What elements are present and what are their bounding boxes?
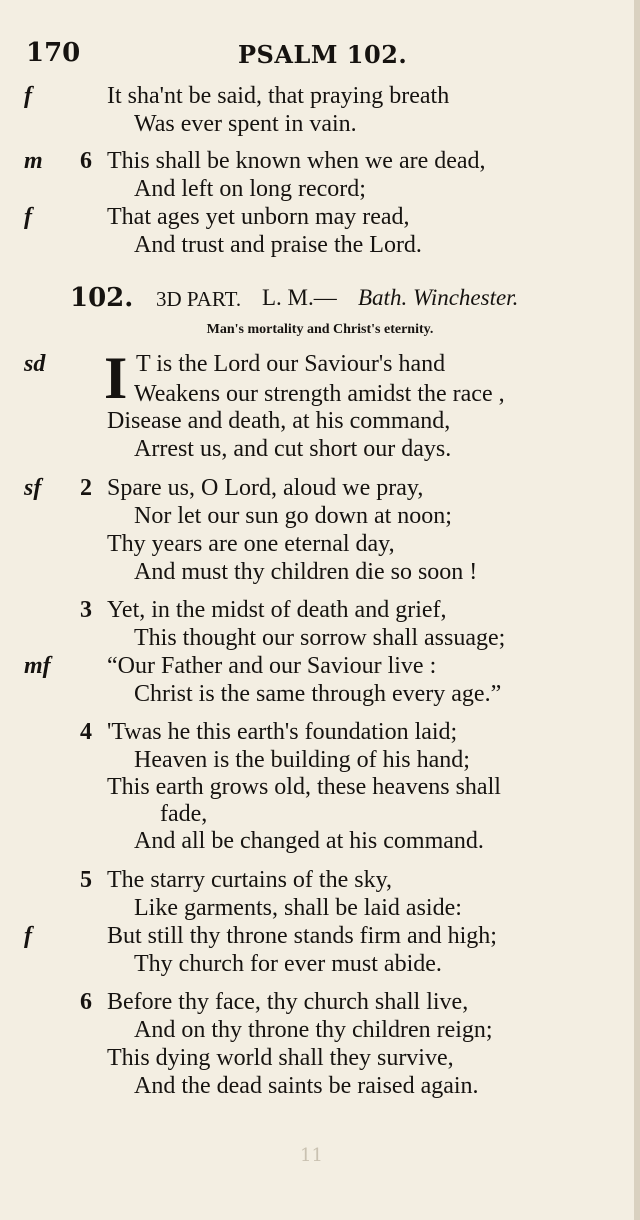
verse-text: The starry curtains of the sky,	[107, 867, 393, 893]
top-line	[0, 110, 640, 138]
verse-line	[0, 894, 640, 922]
verse-text: Disease and death, at his command,	[107, 408, 451, 434]
verse-text: This dying world shall they survive,	[107, 1045, 454, 1071]
verse-line	[0, 988, 640, 1016]
verse-text: Thy church for ever must abide.	[134, 951, 442, 977]
verse-text: Spare us, O Lord, aloud we pray,	[107, 475, 424, 501]
verse-line	[0, 718, 640, 746]
hymn-subtitle: Man's mortality and Christ's eternity.	[206, 322, 434, 337]
top-line	[0, 147, 640, 175]
verse-text: That ages yet unborn may read,	[107, 204, 410, 230]
verse-text: This thought our sorrow shall assuage;	[134, 625, 506, 651]
verse-text: And all be changed at his command.	[134, 828, 484, 854]
verse-line	[0, 680, 640, 708]
verse-line	[0, 1044, 640, 1072]
hymn-part: 3D PART.	[156, 287, 242, 311]
page-header	[0, 38, 640, 74]
verse-line	[0, 866, 640, 894]
verse-text: And left on long record;	[134, 176, 366, 202]
top-line	[0, 231, 640, 259]
verse-line	[0, 435, 640, 463]
top-line	[0, 203, 640, 231]
verse-text: It sha'nt be said, that praying breath	[107, 83, 450, 109]
verse-text: T is the Lord our Saviour's hand	[136, 351, 446, 377]
verse-text: And the dead saints be raised again.	[134, 1073, 479, 1099]
verse-number: 6	[80, 148, 92, 174]
dynamic-marking: mf	[24, 653, 51, 679]
verse-line	[0, 350, 640, 378]
verse-text: “Our Father and our Saviour live :	[107, 653, 437, 679]
dynamic-marking: f	[24, 204, 32, 230]
dynamic-marking: f	[24, 923, 32, 949]
verse-line	[0, 530, 640, 558]
verse-text: Yet, in the midst of death and grief,	[107, 597, 447, 623]
dynamic-marking: sd	[24, 351, 46, 377]
page-number: 170	[26, 38, 81, 68]
verse-text: And trust and praise the Lord.	[134, 232, 422, 258]
verse-line	[0, 950, 640, 978]
verse-text: This shall be known when we are dead,	[107, 148, 486, 174]
dynamic-marking: sf	[24, 475, 42, 501]
verse-number: 2	[80, 475, 92, 501]
verse-number: 6	[80, 989, 92, 1015]
hymn-number: 102.	[70, 283, 134, 313]
verse-line	[0, 502, 640, 530]
verse-line	[0, 1016, 640, 1044]
verse-line	[0, 800, 640, 828]
verse-text: Like garments, shall be laid aside:	[134, 895, 462, 921]
verse-text: Was ever spent in vain.	[134, 111, 357, 137]
hymn-title	[0, 283, 640, 315]
dynamic-marking: m	[24, 148, 43, 174]
verse-text: Weakens our strength amidst the race ,	[134, 381, 505, 407]
hymn-meter: L. M.—	[262, 285, 337, 310]
verse-text: But still thy throne stands firm and high;	[107, 923, 497, 949]
verse-text: Before thy face, thy church shall live,	[107, 989, 469, 1015]
top-line	[0, 175, 640, 203]
verse-text: And must thy children die so soon !	[134, 559, 478, 585]
verse-line	[0, 773, 640, 801]
verse-line	[0, 407, 640, 435]
verse-text: This earth grows old, these heavens shall	[107, 774, 501, 800]
verse-text: Thy years are one eternal day,	[107, 531, 395, 557]
verse-text: 'Twas he this earth's foundation laid;	[107, 719, 458, 745]
verse-number: 4	[80, 719, 92, 745]
footer-signature: 11	[300, 1145, 323, 1166]
verse-line	[0, 558, 640, 586]
verse-number: 3	[80, 597, 92, 623]
verse-line	[0, 596, 640, 624]
hymn-tunes: Bath. Winchester.	[358, 285, 519, 310]
verse-line	[0, 922, 640, 950]
verse-text: Arrest us, and cut short our days.	[134, 436, 452, 462]
verse-text: fade,	[160, 801, 208, 827]
top-line	[0, 82, 640, 110]
verse-line	[0, 1072, 640, 1100]
drop-cap: I	[104, 345, 128, 411]
verse-text: Christ is the same through every age.”	[134, 681, 502, 707]
verse-line	[0, 827, 640, 855]
verse-line	[0, 474, 640, 502]
running-title: PSALM 102.	[238, 40, 408, 69]
dynamic-marking: f	[24, 83, 32, 109]
verse-line	[0, 652, 640, 680]
verse-text: And on thy throne thy children reign;	[134, 1017, 493, 1043]
verse-number: 5	[80, 867, 92, 893]
verse-line	[0, 624, 640, 652]
verse-text: Heaven is the building of his hand;	[134, 747, 470, 773]
verse-line	[0, 746, 640, 774]
verse-text: Nor let our sun go down at noon;	[134, 503, 452, 529]
verse-line	[0, 380, 640, 408]
